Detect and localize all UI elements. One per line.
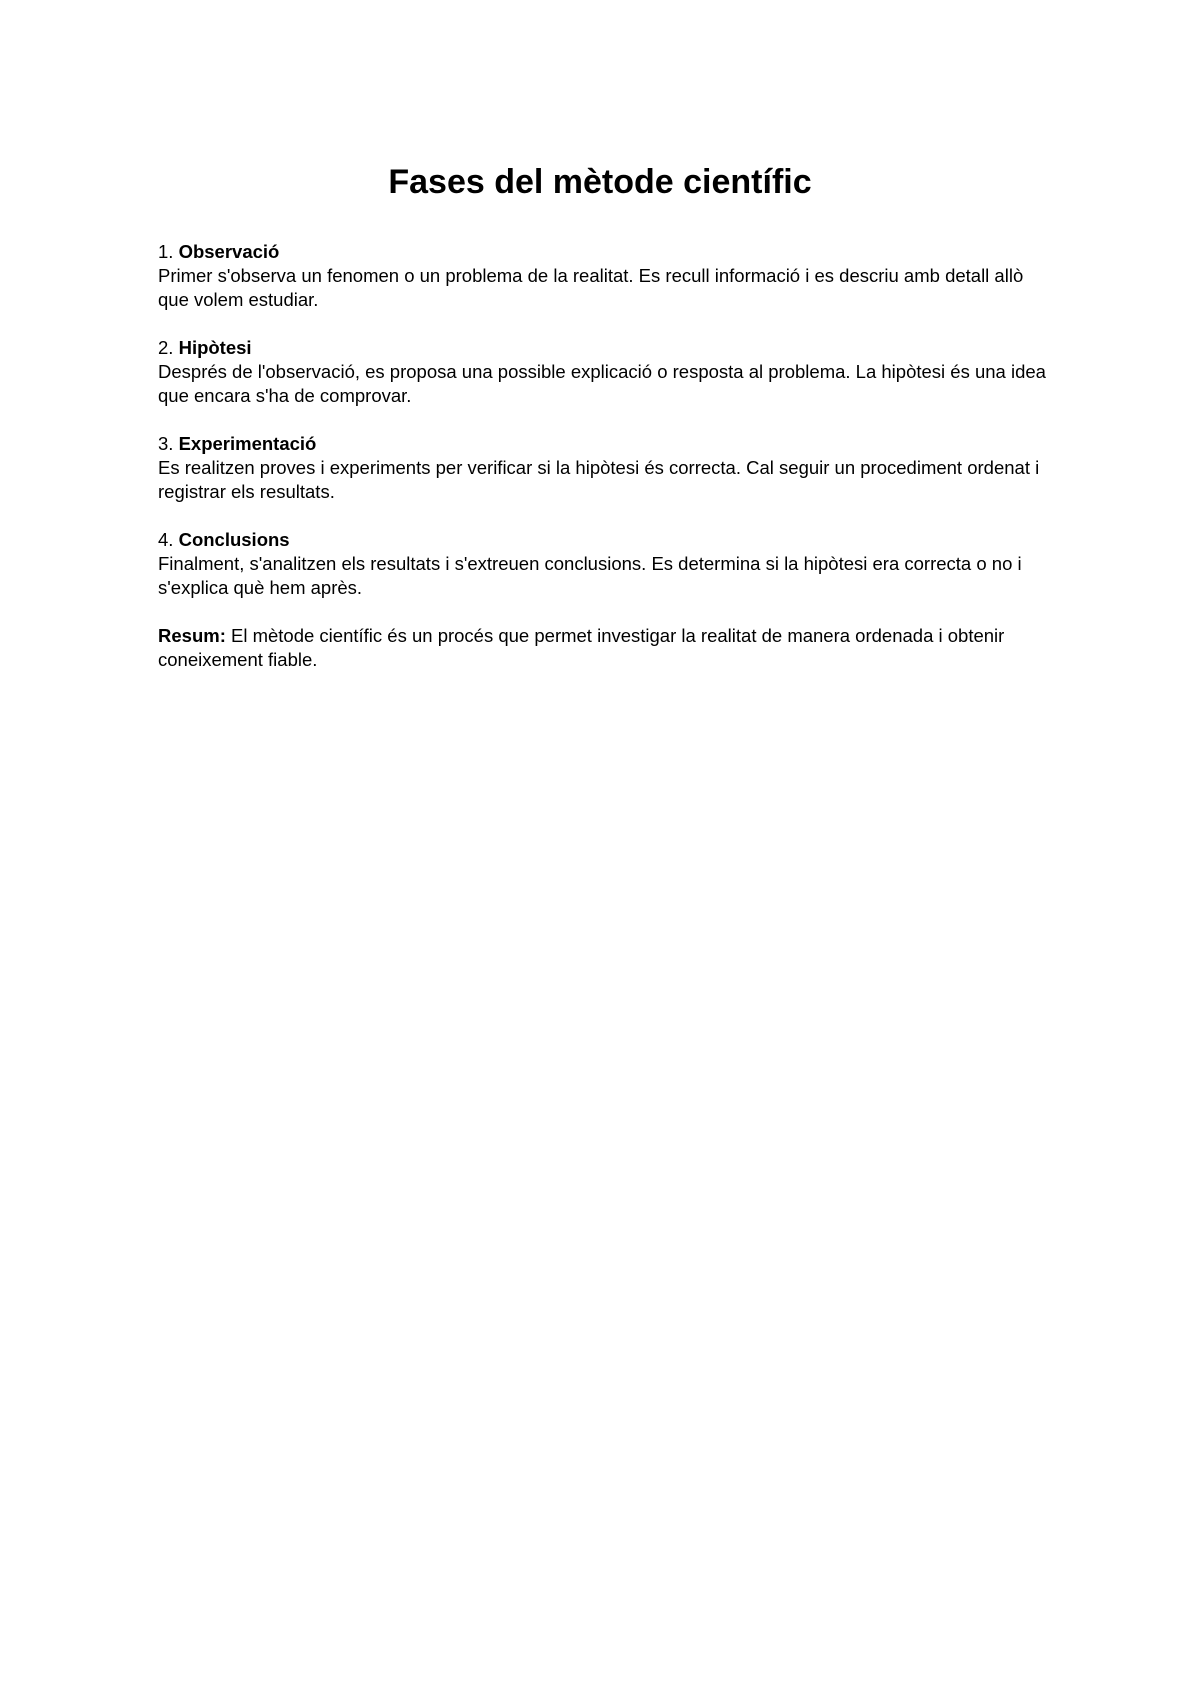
summary-label: Resum: bbox=[158, 625, 226, 646]
section-number: 4. bbox=[158, 529, 174, 550]
section-number: 3. bbox=[158, 433, 174, 454]
section-observacio bbox=[158, 240, 1058, 312]
section-heading bbox=[158, 336, 1058, 360]
section-name: Observació bbox=[178, 241, 280, 262]
section-text: Es realitzen proves i experiments per verificar si la hipòtesi és correcta. Cal seguir un procediment ordenat i registrar els resultats. bbox=[158, 457, 1040, 502]
section-text: Després de l'observació, es proposa una possible explicació o resposta al problema. La hipòtesi és una idea que encara s'ha de comprovar. bbox=[158, 361, 1046, 406]
section-heading bbox=[158, 432, 1058, 456]
document-body bbox=[158, 240, 1058, 672]
section-name: Hipòtesi bbox=[178, 337, 252, 358]
section-heading bbox=[158, 240, 1058, 264]
summary-text: El mètode científic és un procés que permet investigar la realitat de manera ordenada i obtenir coneixement fiable. bbox=[158, 625, 1005, 670]
section-name: Conclusions bbox=[178, 529, 290, 550]
section-text: Primer s'observa un fenomen o un problema de la realitat. Es recull informació i es descriu amb detall allò que volem estudiar. bbox=[158, 265, 1024, 310]
section-conclusions bbox=[158, 528, 1058, 600]
section-number: 2. bbox=[158, 337, 174, 358]
summary-paragraph bbox=[158, 624, 1058, 672]
page-title: Fases del mètode científic bbox=[388, 163, 812, 201]
section-hipotesi bbox=[158, 336, 1058, 408]
section-experimentacio bbox=[158, 432, 1058, 504]
section-text: Finalment, s'analitzen els resultats i s'extreuen conclusions. Es determina si la hipòtesi era correcta o no i s'explica què hem après. bbox=[158, 553, 1022, 598]
section-name: Experimentació bbox=[178, 433, 317, 454]
section-heading bbox=[158, 528, 1058, 552]
section-number: 1. bbox=[158, 241, 174, 262]
